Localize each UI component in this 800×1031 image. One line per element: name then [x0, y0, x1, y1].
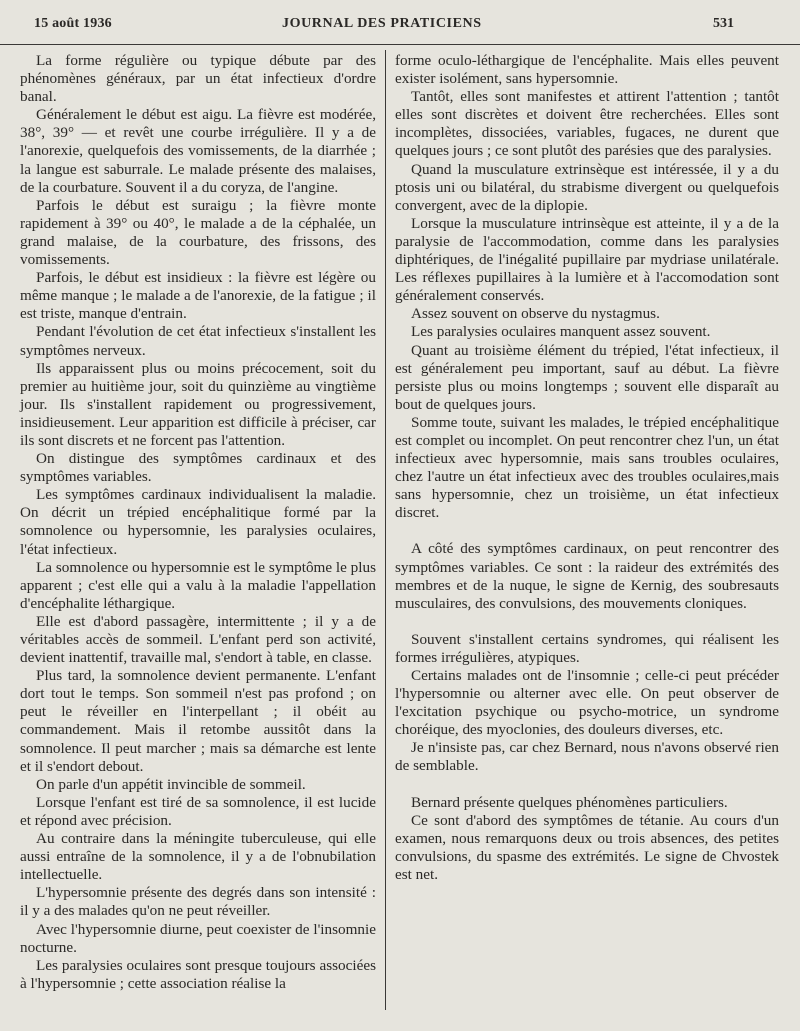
paragraph: La somnolence ou hypersomnie est le symptôme le plus apparent ; c'est elle qui a valu à la maladie l'appellation d'encéphalite léthargique.	[20, 558, 376, 612]
paragraph: Les symptômes cardinaux individualisent la maladie. On décrit un trépied encéphalitique formé par la somnolence ou hypersomnie, les paralysies oculaires, l'état infectieux.	[20, 486, 376, 558]
paragraph: Souvent s'installent certains syndromes, qui réalisent les formes irrégulières, atypiques.	[395, 630, 779, 666]
paragraph: Les paralysies oculaires sont presque toujours associées à l'hypersomnie ; cette association réalise la	[20, 956, 376, 992]
paragraph: Quant au troisième élément du trépied, l'état infectieux, il est généralement peu important, sauf au début. La fièvre persiste plus ou moins longtemps ; souvent elle disparaît au bout de quelques jours.	[395, 341, 779, 413]
right-column	[395, 52, 779, 884]
section-gap	[395, 613, 779, 631]
paragraph: Je n'insiste pas, car chez Bernard, nous n'avons observé rien de semblable.	[395, 739, 779, 775]
paragraph: Bernard présente quelques phénomènes particuliers.	[411, 793, 728, 811]
paragraph: Au contraire dans la méningite tuberculeuse, qui elle aussi entraîne de la somnolence, il y a de l'obnubilation intellectuelle.	[20, 830, 376, 884]
paragraph: Plus tard, la somnolence devient permanente. L'enfant dort tout le temps. Son sommeil n'est pas profond ; on peut le réveiller en l'interpellant ; il obéit au commandement. Mais il retombe aussitôt dans la somnolence. Il peut marcher ; mais sa démarche est lente et il s'endort debout.	[20, 667, 376, 775]
paragraph: Lorsque l'enfant est tiré de sa somnolence, il est lucide et répond avec précision.	[20, 793, 376, 829]
page-number: 531	[713, 16, 734, 31]
paragraph: A côté des symptômes cardinaux, on peut rencontrer des symptômes variables. Ce sont : la raideur des extrémités des membres et de la nuque, le signe de Kernig, des soubresauts musculaires, des convulsions, des mouvements cloniques.	[395, 540, 779, 612]
paragraph: On parle d'un appétit invincible de sommeil.	[36, 775, 306, 793]
left-column	[20, 52, 376, 993]
paragraph: Ce sont d'abord des symptômes de tétanie. Au cours d'un examen, nous remarquons deux ou trois absences, des petites convulsions, du spasme des extrémités. Le signe de Chvostek est net.	[395, 811, 779, 883]
paragraph: Tantôt, elles sont manifestes et attirent l'attention ; tantôt elles sont discrètes et doivent être recherchées. Elles sont incomplètes, dissociées, variables, fugaces, ne durent que quelques jours ; ce sont plutôt des parésies que des paralysies.	[395, 88, 779, 160]
paragraph: forme oculo-léthargique de l'encéphalite. Mais elles peuvent exister isolément, sans hypersomnie.	[395, 52, 779, 88]
paragraph: On distingue des symptômes cardinaux et des symptômes variables.	[20, 450, 376, 486]
paragraph: Généralement le début est aigu. La fièvre est modérée, 38°, 39° — et revêt une courbe irrégulière. Il y a de l'anorexie, quelquefois des vomissements, de la diarrhée ; la langue est saburrale. Le malade présente des malaises, de la courbature. Souvent il a du coryza, de l'angine.	[20, 106, 376, 196]
section-gap	[395, 776, 779, 794]
paragraph: Parfois le début est suraigu ; la fièvre monte rapidement à 39° ou 40°, le malade a de la céphalée, un grand malaise, de la courbature, des frissons, des vomissements.	[20, 196, 376, 269]
section-gap	[395, 522, 779, 540]
paragraph: La forme régulière ou typique débute par des phénomènes généraux, par un état infectieux d'ordre banal.	[20, 52, 376, 106]
paragraph: Assez souvent on observe du nystagmus.	[411, 305, 660, 323]
paragraph: Pendant l'évolution de cet état infectieux s'installent les symptômes nerveux.	[20, 323, 376, 359]
column-divider	[385, 50, 386, 1010]
paragraph: L'hypersomnie présente des degrés dans son intensité : il y a des malades qu'on ne peut réveiller.	[20, 884, 376, 920]
paragraph: Ils apparaissent plus ou moins précocement, soit du premier au huitième jour, soit du quinzième au vingtième jour. Ils s'installent rapidement ou progressivement, insidieusement. Leur apparition est difficile à préciser, car ils sont discrets et ne forcent pas l'attention.	[20, 359, 376, 449]
page-header	[0, 0, 800, 45]
paragraph: Les paralysies oculaires manquent assez souvent.	[411, 323, 711, 341]
paragraph: Somme toute, suivant les malades, le trépied encéphalitique est complet ou incomplet. On peut rencontrer chez l'un, un état infectieux avec hypersomnie, mais sans troubles oculaires, chez l'autre un état infectieux avec des troubles oculaires,mais sans hypersomnie, chez un troisième, un état infectieux discret.	[395, 413, 779, 522]
paragraph: Parfois, le début est insidieux : la fièvre est légère ou même manque ; le malade a de l'anorexie, de la fatigue ; il est triste, manque d'entrain.	[20, 269, 376, 323]
header-date: 15 août 1936	[34, 16, 112, 31]
paragraph: Elle est d'abord passagère, intermittente ; il y a de véritables accès de sommeil. L'enfant perd son activité, devient inattentif, travaille mal, s'endort à table, en classe.	[20, 612, 376, 667]
paragraph: Quand la musculature extrinsèque est intéressée, il y a du ptosis uni ou bilatéral, du strabisme divergent ou quelquefois convergent, avec de la diplopie.	[395, 160, 779, 214]
paragraph: Avec l'hypersomnie diurne, peut coexister de l'insomnie nocturne.	[20, 920, 376, 956]
paragraph: Lorsque la musculature intrinsèque est atteinte, il y a de la paralysie de l'accommodation, comme dans les paralysies diphtériques, de l'inégalité pupillaire par mydriase unilatérale. Les réflexes pupillaires à la lumière et à l'accomodation sont généralement conservés.	[395, 214, 779, 305]
journal-title: JOURNAL DES PRATICIENS	[282, 16, 482, 31]
paragraph: Certains malades ont de l'insomnie ; celle-ci peut précéder l'hypersomnie ou alterner avec elle. On peut observer de l'excitation psychique ou psycho-motrice, un syndrome choréique, des myoclonies, des douleurs diverses, etc.	[395, 667, 779, 739]
